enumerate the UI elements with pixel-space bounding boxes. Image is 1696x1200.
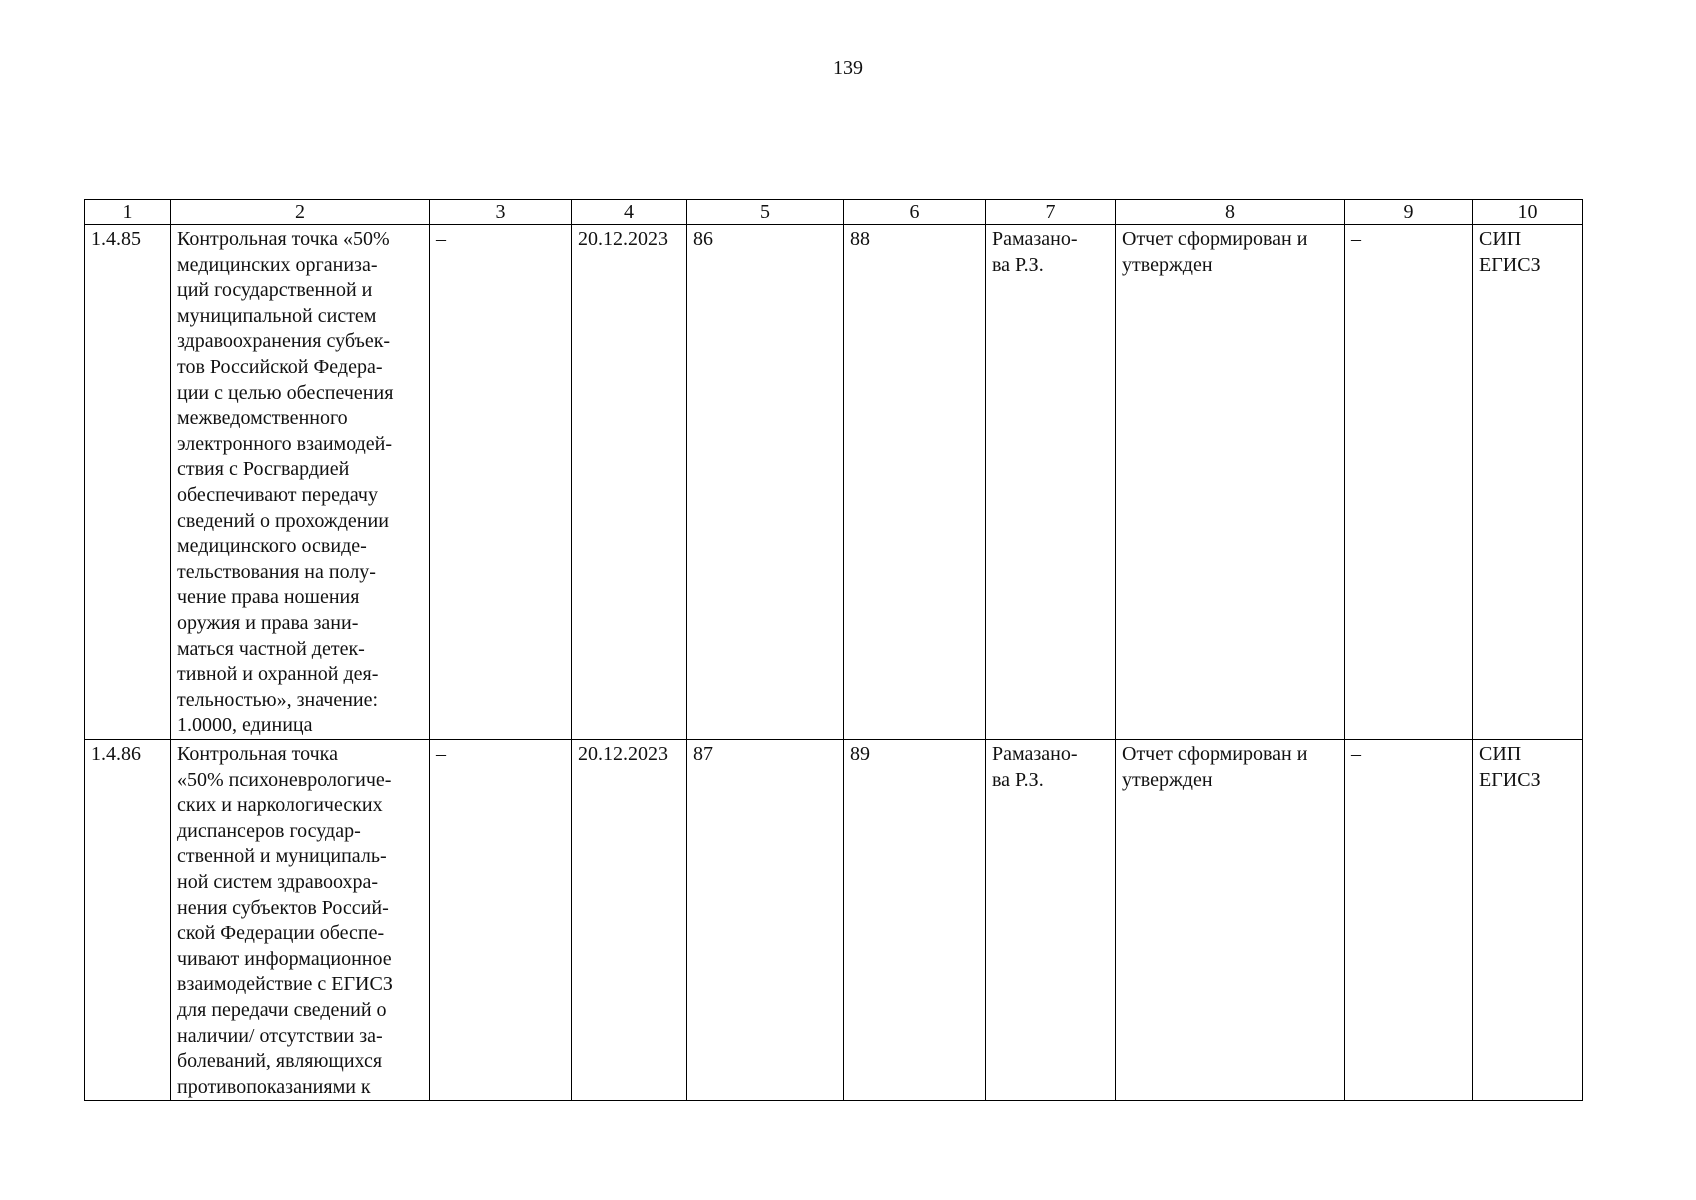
table-row: [85, 225, 1583, 740]
cell-item-number: 1.4.85: [85, 225, 171, 740]
column-header-2: 2: [171, 200, 430, 225]
cell-col-9: –: [1345, 740, 1473, 1101]
cell-col-6: 89: [844, 740, 986, 1101]
cell-col-3: –: [430, 225, 572, 740]
column-header-9: 9: [1345, 200, 1473, 225]
column-header-6: 6: [844, 200, 986, 225]
cell-col-5: 86: [687, 225, 844, 740]
cell-system: СИП ЕГИСЗ: [1473, 225, 1583, 740]
cell-result: Отчет сформирован и утвержден: [1116, 225, 1345, 740]
cell-col-9: –: [1345, 225, 1473, 740]
cell-col-6: 88: [844, 225, 986, 740]
cell-col-3: –: [430, 740, 572, 1101]
page-number: 139: [833, 57, 863, 79]
table-header-row: [85, 200, 1583, 225]
document-table: [84, 199, 1583, 1101]
cell-item-number: 1.4.86: [85, 740, 171, 1101]
table-row: [85, 740, 1583, 1101]
column-header-1: 1: [85, 200, 171, 225]
cell-date: 20.12.2023: [572, 740, 687, 1101]
column-header-3: 3: [430, 200, 572, 225]
cell-col-5: 87: [687, 740, 844, 1101]
cell-result: Отчет сформирован и утвержден: [1116, 740, 1345, 1101]
cell-description: Контрольная точка «50% психоневрологиче- ских и наркологических диспансеров государ- ственной и муниципаль- ной систем здравоохра- нения субъектов Россий- ской Федерации обеспе- чивают информационное взаимодействие с ЕГИСЗ для передачи сведений о наличии/ отсутствии за- болеваний, являющихся противопоказаниями к: [171, 740, 430, 1101]
cell-responsible: Рамазано- ва Р.З.: [986, 740, 1116, 1101]
cell-date: 20.12.2023: [572, 225, 687, 740]
column-header-10: 10: [1473, 200, 1583, 225]
column-header-4: 4: [572, 200, 687, 225]
column-header-8: 8: [1116, 200, 1345, 225]
cell-responsible: Рамазано- ва Р.З.: [986, 225, 1116, 740]
column-header-7: 7: [986, 200, 1116, 225]
cell-system: СИП ЕГИСЗ: [1473, 740, 1583, 1101]
column-header-5: 5: [687, 200, 844, 225]
cell-description: Контрольная точка «50% медицинских организа- ций государственной и муниципальной систем здравоохранения субъек- тов Российской Федера- ции с целью обеспечения межведомственного электронного взаимодей- ствия с Росгвардией обеспечивают передачу сведений о прохождении медицинского освиде- тельствования на полу- чение права ношения оружия и права зани- маться частной детек- тивной и охранной дея- тельностью», значение: 1.0000, единица: [171, 225, 430, 740]
